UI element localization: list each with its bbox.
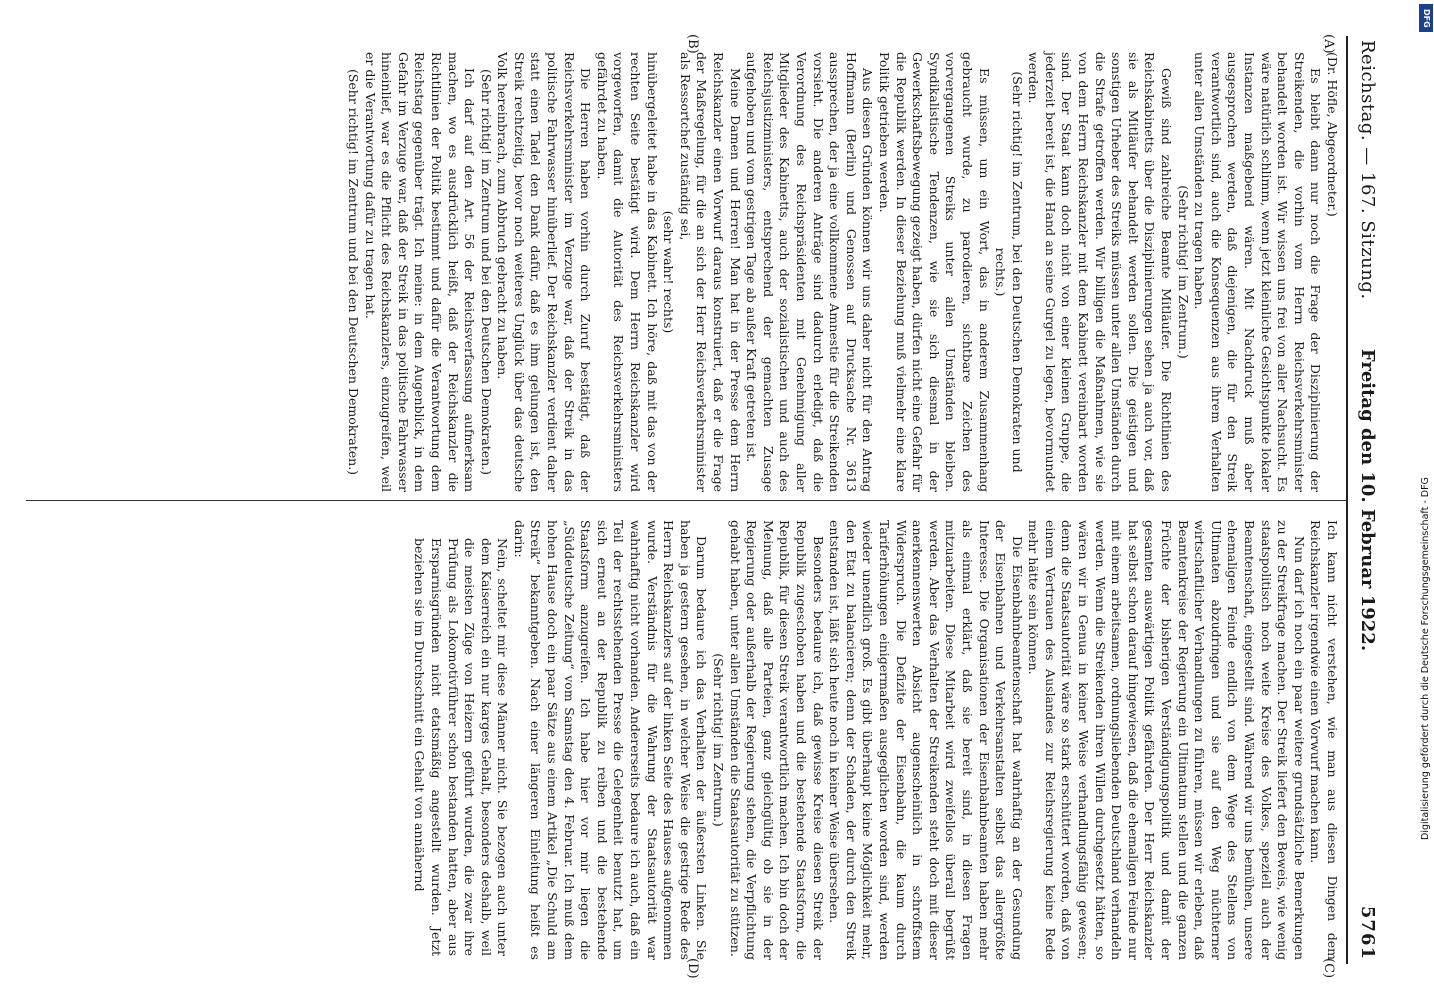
paragraph: Besonders bedaure ich, daß gewisse Kreise diesen Streik der Republik zugeschoben haben und die bestehende Staatsform, die Republik, für diesen Streik verantwortlich machen. Ich bin doch der Meinung, daß alle Parteien, ganz gleichgültig ob sie in der Regierung oder außerhalb der Regierung stehen, die Verpflichtung gehabt haben, unter allen Umständen die Staatsautorität zu stützen. xyxy=(727,520,826,960)
paragraph: Die Herren haben vorhin durch Zuruf bestätigt, daß der Reichsverkehrsminister im Verzuge war, daß der Streik in das politische Fahrwasser hinüberlief. Der Reichskanzler verdient daher statt einen Tadel den Dank dafür, daß es ihm gelungen ist, den Streik rechtzeitig, bevor noch weiteres Unglück über das deutsche Volk hereinbrach, zum Abbruch gebracht zu haben. xyxy=(495,52,594,492)
speaker-line: (Dr. Höfle, Abgeordneter.) xyxy=(1325,52,1340,217)
paragraph: Es bleibt dann nur noch die Frage der Disziplinierung der Streikenden, die vorhin vom Herrn Reichsverkehrsminister behandelt worden ist. Wir wissen uns frei von aller Nachsucht. Es wäre natürlich schlimm, wenn jetzt kleinliche Gesichtspunkte lokaler Instanzen maßgebend wären. Mit Nachdruck muß aber ausgesprochen werden, daß diejenigen, die für den Streik verantwortlich sind, auch die Konsequenzen aus ihrem Verhalten unter allen Umständen zu tragen haben. xyxy=(1192,52,1324,492)
page-header xyxy=(1348,30,1378,970)
paragraph: Die Eisenbahnbeamtenschaft hat wahrhaftig an der Gesundung der Eisenbahnen und Verkehrsanstalten selbst das allergrößte Interesse. Die Organisationen der Eisenbahnbeamten haben mehr als einmal erklärt, daß sie bereit sind, in diesen Fragen mitzuarbeiten. Diese Mitarbeit wird zweifellos überall begrüßt werden. Aber das Verhalten der Streikenden steht doch mit dieser anerkennenswerten Absicht augenscheinlich in schroffstem Widerspruch. Die Defizite der Eisenbahn, die kaum durch Tariferhöhungen einigermaßen ausgeglichen worden sind, werden wieder unendlich groß. Es gibt überhaupt keine Möglichkeit mehr, den Etat zu balancieren; denn der Schaden, der durch den Streik entstanden ist, läßt sich heute noch in keiner Weise übersehen. xyxy=(827,520,1025,960)
interjection: (Sehr richtig! im Zentrum, bei den Deutschen Demokraten und rechts.) xyxy=(993,71,1025,473)
paragraph: Meine Damen und Herren! Man hat in der Presse dem Herrn Reichskanzler einen Vorwurf daraus konstruiert, daß er die Frage der Maßregelung, für die an sich der Herr Reichsverkehrsminister als Ressortchef zuständig sei, xyxy=(677,52,743,492)
page-number: 5761 xyxy=(1357,905,1378,960)
paragraph: Nun darf ich noch ein paar weitere grundsätzliche Bemerkungen zu der Streikfrage machen. Der Streik liefert den Beweis, wie wenig staatspolitisch noch weite Kreise des Volkes, speziell auch der Beamtenschaft, eingestellt sind. Während wir uns bemühen, unsere ehemaligen Feinde endlich von dem Wege des Stellens von Ultimaten abzudringen und sie auf den Weg nüchterner wirtschaftlicher Verhandlungen zu führen, müssen wir erleben, daß Beamtenkreise der Regierung ein Ultimatum stellen und die ganzen Früchte der bisherigen Verständigungspolitik und damit der gesamten auswärtigen Politik gefährden. Der Herr Reichskanzler hat selbst schon darauf hingewiesen, daß die ehemaligen Feinde nur mit einem arbeitsamen, ordnungsliebenden Deutschland verhandeln werden. Wenn die Streikenden ihren Willen durchgesetzt hätten, so wären wir in Genua in keiner Weise verhandlungsfähig gewesen; denn die Staatsautorität wäre so stark erschüttert worden, daß von einem Vertrauen des Auslandes zur Reichsregierung keine Rede mehr hätte sein können. xyxy=(1026,520,1307,960)
paragraph: Darum bedaure ich das Verhalten der äußersten Linken. Sie haben ja gestern gesehen, in welcher Weise die gestrige Rede des Herrn Reichskanzlers auf der linken Seite des Hauses aufgenommen wurde. Verständnis für die Wahrung der Staatsautorität war wahrhaftig nicht vorhanden. Andererseits bedaure ich auch, daß ein Teil der rechtsstehenden Presse die Gelegenheit benutzt hat, um sich erneut an der Republik zu reiben und die bestehende Staatsform anzugreifen. Ich habe hier vor mir liegen die „Süddeutsche Zeitung“ vom Samstag den 4. Februar. Ich muß dem hohen Hause doch ein paar Sätze aus einem Artikel „Die Schuld am Streik“ bekanntgeben. Nach einer längeren Einleitung heißt es darin: xyxy=(511,520,710,960)
margin-mark-b: (B) xyxy=(685,34,700,54)
interjection: (Sehr richtig! im Zentrum.) xyxy=(711,653,727,827)
margin-mark-d: (D) xyxy=(685,958,700,979)
header-date: Freitag den 10. Februar 1922. xyxy=(1357,348,1378,652)
paragraph: Aus diesen Gründen können wir uns daher nicht für den Antrag Hoffmann (Berlin) und Genossen auf Drucksache Nr. 3613 aussprechen, der ja eine vollkommene Amnestie für die Streikenden vorsieht. Die anderen Anträge sind dadurch erledigt, daß die Verordnung des Reichspräsidenten mit Genehmigung aller Mitglieder des Kabinetts, auch der sozialistischen und auch des Reichsjustizministers, entsprechend der gemachten Zusage aufgehoben und vom gestrigen Tage ab außer Kraft getreten ist. xyxy=(744,52,876,492)
header-rule xyxy=(1346,36,1348,964)
digitization-strip xyxy=(1418,0,1434,1000)
interjection: (Sehr richtig! im Zentrum.) xyxy=(1175,185,1191,359)
margin-mark-c: (C) xyxy=(1321,958,1336,979)
paragraph: Ich darf auf den Art. 56 der Reichsverfassung aufmerksam machen, wo es ausdrücklich heißt, daß der Reichskanzler die Richtlinien der Politik bestimmt und dafür die Verantwortung dem Reichstag gegenüber trägt. Ich meine: in dem Augenblick, in dem Gefahr im Verzuge war, daß der Streik in das politische Fahrwasser hineinlief, war es die Pflicht des Reichskanzlers, einzugreifen, weil er die Verantwortung dafür zu tragen hat. xyxy=(362,52,478,492)
right-column xyxy=(411,520,1340,960)
digitization-note: Digitalisierung gefördert durch die Deutsche Forschungsgemeinschaft - DFG xyxy=(1420,477,1431,840)
dfg-logo: DFG xyxy=(1419,4,1433,32)
paragraph: Ich kann nicht verstehen, wie man aus diesen Dingen dem Reichskanzler irgendwie einen Vorwurf machen kann. xyxy=(1308,520,1340,960)
paragraph: Es müssen, um ein Wort, das in anderem Zusammenhang gebraucht wurde, zu parodieren, sichtbare Zeichen des vorvergangenen Streiks unter allen Umständen bleiben. Syndikalistische Tendenzen, wie sie sich diesmal in der Gewerkschaftsbewegung gezeigt haben, dürfen nicht eine Gefahr für die Republik werden. In dieser Beziehung muß vielmehr eine klare Politik getrieben werden. xyxy=(876,52,992,492)
header-left: Reichstag. — 167. Sitzung. xyxy=(1357,40,1378,300)
interjection: (Sehr richtig! im Zentrum und bei den Deutschen Demokraten.) xyxy=(478,68,494,476)
interjection: (Sehr richtig! im Zentrum und bei den Deutschen Demokraten.) xyxy=(345,68,361,476)
margin-mark-a: (A) xyxy=(1321,34,1336,54)
left-column xyxy=(344,52,1340,492)
paragraph: Gewiß sind zahlreiche Beamte Mitläufer. Die Richtlinien des Reichskabinetts über die Disziplinierungen sehen ja auch vor, daß sie als Mitläufer behandelt werden sollen. Die geistigen und sonstigen Urheber des Streiks müssen unter allen Umständen durch die Strafe getroffen werden. Wir billigen die Maßnahmen, wie sie von dem Herrn Reichskanzler mit dem Kabinett vereinbart worden sind. Der Staat kann doch nicht von einer kleinen Gruppe, die jederzeit bereit ist, die Hand an seine Gurgel zu legen, bevormundet werden. xyxy=(1026,52,1175,492)
interjection: (sehr wahr! rechts) xyxy=(661,210,677,334)
paragraph: hinübergeleitet habe in das Kabinett. Ich höre, daß mit das von der rechten Seite bestätigt wird. Dem Herrn Reichskanzler wird vorgeworfen, damit die Autorität des Reichsverkehrsministers gefährdet zu haben. xyxy=(594,52,660,492)
quotation: Nein, scheltet mir diese Männer nicht. Sie bezogen auch unter dem Kaiserreich ein nur karges Gehalt, besonders deshalb, weil die meisten Züge von Heizern geführt wurden, die zwar ihre Prüfung als Lokomotivführer schon bestanden hatten, aber aus Ersparnisgründen nicht etatsmäßig angestellt wurden. Jetzt beziehen sie im Durchschnitt ein Gehalt von annähernd xyxy=(412,538,511,956)
column-divider xyxy=(26,500,1346,501)
